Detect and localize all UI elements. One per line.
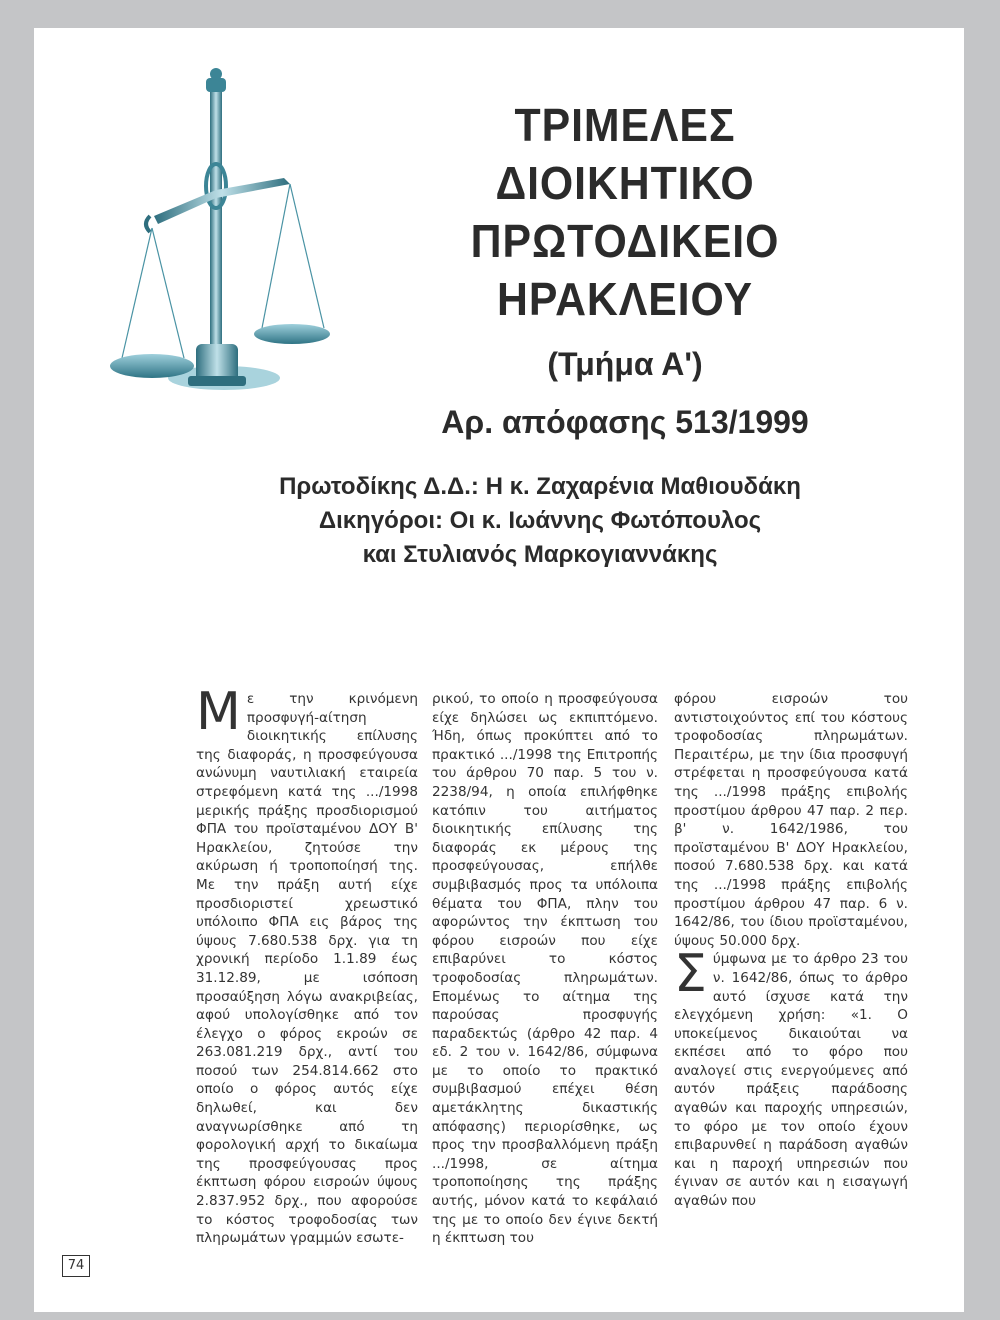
lawyers-line-2: και Στυλιανός Μαρκογιαννάκης [362, 541, 718, 568]
title-line-3: ΗΡΑΚΛΕΙΟΥ [496, 273, 753, 325]
judge-line: Πρωτοδίκης Δ.Δ.: Η κ. Ζαχαρένια Μαθιουδάκη [279, 473, 801, 500]
drop-cap: Μ [196, 682, 241, 742]
column-2-text: ρικού, το οποίο η προσφεύγουσα είχε δηλώσει ως εκπιπτόμενο. Ήδη, όπως προκύπτει από το πρακτικό .../1998 της Επιτροπής του άρθρου 70 παρ. 5 του ν. 2238/94, η οποία επιλήφθηκε κατόπιν του αιτήματος διοικητικής επίλυσης της διαφοράς εκ μέρους της προσφεύγουσας, επήλθε συμβιβασμός προς τα υπόλοιπα θέματα του ΦΠΑ, πλην του αφορώντος την έκπτωση του φόρου εισροών που είχε επιβαρύνει το κόστος τροφοδοσίας πληρωμάτων. Επομένως το αίτημα της παρούσας προσφυγής παραδεκτώς (άρθρο 42 παρ. 4 εδ. 2 του ν. 1642/86, σύμφωνα με το οποίο το πρακτικό συμβιβασμού επέχει θέση αμετάκλητης δικαστικής απόφασης) περιορίσθηκε, ως προς την προσβαλλόμενη πράξη .../1998, σε αίτημα τροποποίησης της πράξης αυτής, μόνον κατά το κεφάλαιό της με το οποίο δεν έγινε δεκτή η έκπτωση του [432, 691, 658, 1247]
decision-number: Αρ. απόφασης 513/1999 [441, 404, 809, 440]
column-3-text-a: φόρου εισροών του αντιστοιχούντος επί του κόστους τροφοδοσίας πληρωμάτων. Περαιτέρω, με την ίδια προσφυγή στρέφεται η προσφεύγουσα κατά της .../1998 πράξης επιβολής προστίμου άρθρου 47 παρ. 2 περ. β' ν. 1642/1986, του προϊσταμένου Β' ΔΟΥ Ηρακλείου, ποσού 7.680.538 δρχ. και κατά της .../1998 πράξης επιβολής προστίμου άρθρου 47 παρ. 6 ν. 1642/86, του ίδιου προϊσταμένου, ύψους 50.000 δρχ. [674, 691, 908, 949]
text-column-1 [196, 682, 418, 1248]
text-column-3 [674, 690, 908, 1211]
drop-cap: Σ [674, 944, 707, 1005]
lawyers-line-1: Δικηγόροι: Οι κ. Ιωάννης Φωτόπουλος [318, 507, 762, 534]
column-3-text-b: ύμφωνα με το άρθρο 23 του ν. 1642/86, όπως το άρθρο αυτό ίσχυσε κατά την ελεγχόμενη χρήση: «1. Ο υποκείμενος δικαιούται να εκπέσει από το φόρο που αναλογεί στις ενεργούμενες από αυτόν πράξεις παράδοσης αγαθών και παροχής υπηρεσιών, το φόρο με τον οποίο έχουν επιβαρυνθεί η παράδοση αγαθών και η παροχή υπηρεσιών που έγιναν σε αυτόν και η εισαγωγή αγαθών που [674, 951, 908, 1210]
column-1-text: ε την κρινόμενη προσφυγή-αίτηση διοικητικής επίλυσης της διαφοράς, η προσφεύγουσα ανώνυμη ναυτιλιακή εταιρεία στρεφόμενη κατά της .../1998 μερικής πράξης προσδιορισμού ΦΠΑ του προϊσταμένου ΔΟΥ Β' Ηρακλείου, ζητούσε την ακύρωση ή τροποποίησή της. Με την πράξη αυτή είχε προσδιοριστεί χρεωστικό υπόλοιπο ΦΠΑ εις βάρος της ύψους 7.680.538 δρχ. για τη χρονική περίοδο 1.1.89 έως 31.12.89, με ισόποση προσαύξηση λόγω ανακριβείας, αφού υπολογίσθηκε από τον έλεγχο ο φόρος εκροών σε 263.081.219 δρχ., αντί του ποσού των 254.814.662 στο οποίο ο φόρος αυτός είχε δηλωθεί, και δεν αναγνωρίσθηκε από τη φορολογική αρχή το δικαίωμα της προσφεύγουσας προς έκπτωση φόρου εισροών ύψους 2.837.952 δρχ., που αφορούσε το κόστος τροφοδοσίας των πληρωμάτων γραμμών εσωτε- [196, 691, 418, 1247]
title-line-1: ΤΡΙΜΕΛΕΣ [514, 99, 736, 151]
page-number: 74 [62, 1255, 90, 1277]
case-credits [220, 470, 860, 572]
scales-of-justice-icon [84, 66, 344, 406]
article-title [320, 96, 930, 442]
title-line-2: ΔΙΟΙΚΗΤΙΚΟ ΠΡΩΤΟΔΙΚΕΙΟ [470, 157, 780, 267]
court-section: (Τμήμα Α') [547, 346, 703, 382]
text-column-2 [432, 690, 658, 1248]
